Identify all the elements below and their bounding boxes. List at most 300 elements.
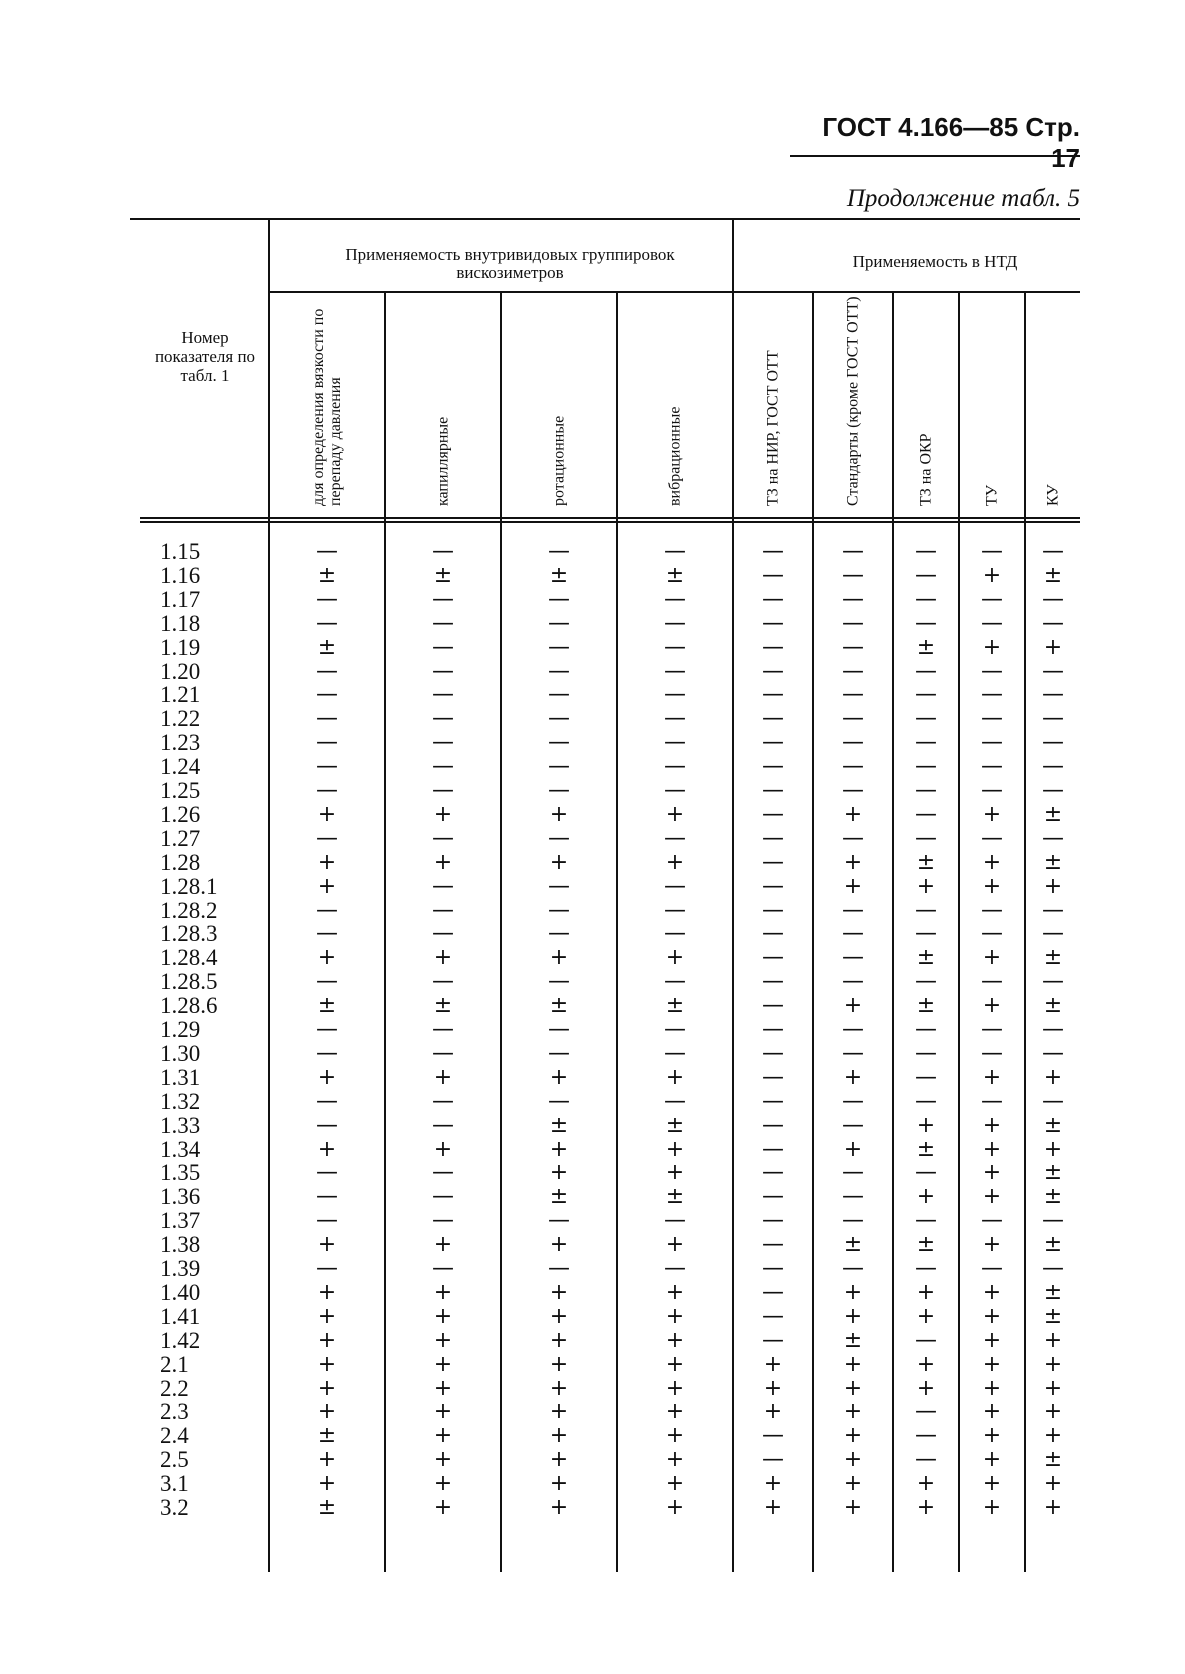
table-cell: —	[664, 658, 686, 684]
table-cell: —	[316, 825, 338, 851]
table-cell: +	[549, 1375, 569, 1401]
table-cell: —	[915, 658, 937, 684]
table-cell: +	[982, 1399, 1002, 1425]
table-cell: +	[549, 1160, 569, 1186]
table-cell: —	[981, 921, 1003, 947]
table-cell: +	[665, 1495, 685, 1520]
row-number: 1.28.4	[160, 945, 218, 971]
table-cell: —	[842, 562, 864, 588]
table-cell: ±	[1043, 945, 1063, 971]
table-cell: —	[1042, 658, 1064, 684]
table-cell: +	[665, 1303, 685, 1329]
table-cell: +	[433, 1375, 453, 1401]
table-cell: —	[1042, 1208, 1064, 1234]
table-cell: ±	[665, 1112, 685, 1138]
row-number: 2.1	[160, 1351, 189, 1377]
table-cell: ±	[1043, 1184, 1063, 1210]
table-cell: —	[981, 682, 1003, 708]
table-cell: —	[762, 1040, 784, 1066]
table-cell: +	[665, 1423, 685, 1449]
table-cell: —	[548, 1208, 570, 1234]
column-header: КУ	[1044, 484, 1062, 506]
table-cell: ±	[549, 993, 569, 1019]
table-cell: ±	[665, 562, 685, 588]
table-cell: —	[664, 682, 686, 708]
table-cell: +	[317, 1399, 337, 1425]
row-number: 1.28.2	[160, 897, 218, 923]
table-cell: —	[664, 778, 686, 803]
table-cell: +	[982, 945, 1002, 971]
table-cell: —	[548, 921, 570, 947]
table-cell: +	[763, 1399, 783, 1425]
table-cell: —	[1042, 897, 1064, 923]
table-cell: —	[548, 778, 570, 803]
table-cell: —	[548, 658, 570, 684]
table-cell: +	[916, 1495, 936, 1520]
table-cell: —	[915, 1040, 937, 1066]
table-cell: —	[316, 969, 338, 995]
table-cell: +	[1043, 1136, 1063, 1162]
table-cell: —	[762, 706, 784, 732]
row-number: 1.25	[160, 778, 201, 803]
table-cell: —	[1042, 730, 1064, 756]
table-cell: —	[432, 778, 454, 803]
group-header-ntd: Применяемость в НТД	[852, 252, 1018, 271]
table-cell: —	[842, 825, 864, 851]
table-cell: —	[548, 1256, 570, 1281]
table-cell: +	[433, 849, 453, 875]
table-cell: —	[664, 1208, 686, 1234]
row-number: 3.2	[160, 1495, 189, 1520]
table-cell: —	[548, 730, 570, 756]
table-cell: ±	[916, 1136, 936, 1162]
table-cell: —	[432, 682, 454, 708]
table-cell: —	[316, 1160, 338, 1186]
table-cell: +	[843, 1375, 863, 1401]
table-cell: —	[915, 1064, 937, 1090]
table-cell: ±	[549, 562, 569, 588]
table-cell: +	[549, 849, 569, 875]
table-cell: —	[762, 658, 784, 684]
table-cell: —	[316, 586, 338, 612]
table-cell: +	[982, 1160, 1002, 1186]
table-cell: +	[843, 1136, 863, 1162]
table-cell: +	[1043, 1495, 1063, 1520]
table-cell: —	[842, 730, 864, 756]
column-border	[958, 293, 960, 1572]
table-cell: —	[981, 754, 1003, 780]
row-number: 1.37	[160, 1208, 201, 1234]
table-cell: ±	[433, 993, 453, 1019]
table-cell: —	[915, 1088, 937, 1114]
table-cell: ±	[1043, 1279, 1063, 1305]
table-cell: +	[916, 1112, 936, 1138]
table-cell: +	[1043, 634, 1063, 660]
table-cell: —	[1042, 969, 1064, 995]
table-cell: +	[549, 1064, 569, 1090]
table-cell: +	[916, 1351, 936, 1377]
table-cell: —	[842, 706, 864, 732]
table-cell: +	[982, 1471, 1002, 1497]
table-cell: —	[762, 1184, 784, 1210]
table-cell: —	[842, 586, 864, 612]
table-cell: —	[842, 921, 864, 947]
table-cell: +	[665, 1471, 685, 1497]
table-cell: —	[842, 969, 864, 995]
table-cell: —	[664, 586, 686, 612]
table-cell: —	[762, 562, 784, 588]
table-cell: +	[665, 1279, 685, 1305]
table-cell: —	[548, 1088, 570, 1114]
row-number: 2.2	[160, 1375, 189, 1401]
table-cell: +	[982, 1351, 1002, 1377]
table-cell: —	[762, 1136, 784, 1162]
table-cell: +	[549, 1351, 569, 1377]
table-cell: —	[1042, 1040, 1064, 1066]
column-border	[616, 293, 618, 1572]
table-cell: —	[981, 730, 1003, 756]
row-number: 1.42	[160, 1327, 201, 1353]
table-cell: —	[762, 1088, 784, 1114]
table-cell: —	[1042, 706, 1064, 732]
row-number: 1.23	[160, 730, 201, 756]
table-cell: —	[316, 897, 338, 923]
table-cell: +	[317, 1375, 337, 1401]
table-cell: —	[762, 778, 784, 803]
table-cell: +	[982, 873, 1002, 899]
table-cell: +	[843, 1399, 863, 1425]
table-cell: +	[1043, 1399, 1063, 1425]
table-cell: —	[762, 1017, 784, 1042]
table-cell: —	[762, 586, 784, 612]
table-cell: +	[665, 1375, 685, 1401]
table-cell: —	[548, 754, 570, 780]
table-cell: —	[1042, 921, 1064, 947]
table-cell: +	[665, 1136, 685, 1162]
table-cell: —	[432, 1160, 454, 1186]
table-cell: +	[763, 1495, 783, 1520]
table-cell: +	[982, 1232, 1002, 1258]
table-cell: +	[665, 849, 685, 875]
table-cell: —	[762, 897, 784, 923]
table-cell: ±	[665, 993, 685, 1019]
table-cell: +	[317, 1136, 337, 1162]
table-cell: —	[915, 1160, 937, 1186]
table-cell: —	[762, 682, 784, 708]
table-cell: —	[548, 969, 570, 995]
table-cell: —	[664, 897, 686, 923]
row-number: 1.18	[160, 610, 201, 636]
table-cell: —	[1042, 1017, 1064, 1042]
table-cell: —	[762, 849, 784, 875]
table-cell: +	[982, 1064, 1002, 1090]
table-cell: +	[549, 1279, 569, 1305]
table-cell: —	[915, 562, 937, 588]
table-cell: —	[1042, 825, 1064, 851]
table-cell: +	[1043, 1351, 1063, 1377]
table-cell: —	[664, 921, 686, 947]
table-cell: +	[982, 1375, 1002, 1401]
table-cell: —	[432, 1088, 454, 1114]
table-cell: —	[842, 778, 864, 803]
table-cell: —	[915, 1256, 937, 1281]
table-cell: —	[762, 825, 784, 851]
table-cell: —	[915, 825, 937, 851]
table-cell: —	[915, 610, 937, 636]
row-number: 1.19	[160, 634, 201, 660]
table-cell: —	[762, 873, 784, 899]
table-cell: —	[842, 682, 864, 708]
table-cell: +	[843, 1495, 863, 1520]
table-cell: —	[664, 825, 686, 851]
table-cell: —	[316, 1017, 338, 1042]
table-cell: +	[317, 873, 337, 899]
column-header: ротационные	[550, 415, 568, 506]
table-cell: —	[432, 610, 454, 636]
table-cell: +	[433, 1327, 453, 1353]
table-cell: ±	[1043, 1303, 1063, 1329]
table-cell: +	[982, 1112, 1002, 1138]
table-cell: —	[432, 1017, 454, 1042]
table-cell: —	[316, 730, 338, 756]
table-cell: +	[982, 562, 1002, 588]
table-cell: —	[664, 610, 686, 636]
table-cell: +	[665, 1232, 685, 1258]
table-cell: —	[915, 682, 937, 708]
header-bottom-rule-2	[140, 521, 1080, 523]
table-cell: +	[433, 1471, 453, 1497]
table-cell: —	[316, 1040, 338, 1066]
table-cell: ±	[317, 993, 337, 1019]
table-cell: +	[317, 849, 337, 875]
table-cell: —	[981, 969, 1003, 995]
table-cell: —	[664, 634, 686, 660]
row-number: 1.17	[160, 586, 201, 612]
table-cell: +	[317, 1327, 337, 1353]
table-cell: —	[981, 539, 1003, 564]
table-cell: ±	[317, 634, 337, 660]
table-cell: +	[549, 1423, 569, 1449]
table-cell: —	[842, 1112, 864, 1138]
table-cell: +	[982, 1447, 1002, 1473]
table-cell: —	[762, 969, 784, 995]
table-cell: ±	[433, 562, 453, 588]
table-cell: +	[763, 1375, 783, 1401]
table-cell: +	[433, 1447, 453, 1473]
table-cell: +	[549, 801, 569, 827]
row-number: 1.15	[160, 539, 201, 564]
table-cell: —	[316, 1088, 338, 1114]
column-border	[892, 293, 894, 1572]
table-cell: +	[433, 801, 453, 827]
table-cell: —	[316, 754, 338, 780]
table-cell: —	[432, 969, 454, 995]
table-cell: —	[432, 1040, 454, 1066]
table-cell: —	[842, 1208, 864, 1234]
table-cell: —	[1042, 1256, 1064, 1281]
table-cell: —	[664, 754, 686, 780]
table-cell: —	[548, 586, 570, 612]
table-cell: ±	[1043, 993, 1063, 1019]
table-cell: —	[842, 1184, 864, 1210]
table-cell: —	[915, 706, 937, 732]
row-number: 1.41	[160, 1303, 201, 1329]
column-border	[812, 293, 814, 1572]
table-cell: —	[915, 1399, 937, 1425]
table-cell: —	[432, 730, 454, 756]
table-cell: —	[762, 945, 784, 971]
table-cell: —	[548, 825, 570, 851]
table-cell: +	[433, 1423, 453, 1449]
table-cell: ±	[916, 945, 936, 971]
table-cell: +	[665, 1351, 685, 1377]
table-cell: ±	[1043, 1112, 1063, 1138]
table-cell: —	[842, 754, 864, 780]
row-number: 1.34	[160, 1136, 201, 1162]
table-cell: —	[915, 1423, 937, 1449]
table-cell: —	[316, 658, 338, 684]
table-cell: —	[762, 1232, 784, 1258]
table-cell: —	[915, 539, 937, 564]
table-cell: —	[842, 610, 864, 636]
table-cell: —	[762, 1423, 784, 1449]
column-border	[500, 293, 502, 1572]
row-number: 1.28.3	[160, 921, 218, 947]
table-cell: +	[982, 1184, 1002, 1210]
table-cell: +	[982, 1279, 1002, 1305]
row-number: 1.32	[160, 1088, 201, 1114]
table-cell: +	[317, 1471, 337, 1497]
table-cell: ±	[1043, 1447, 1063, 1473]
column-header: вибрационные	[666, 406, 684, 506]
table-cell: +	[982, 1303, 1002, 1329]
table-cell: ±	[843, 1327, 863, 1353]
row-number: 1.31	[160, 1064, 201, 1090]
table-cell: +	[982, 993, 1002, 1019]
table-cell: —	[432, 1208, 454, 1234]
table-cell: —	[981, 1256, 1003, 1281]
table-cell: —	[548, 706, 570, 732]
table-cell: +	[317, 1447, 337, 1473]
table-cell: —	[664, 1017, 686, 1042]
table-cell: —	[664, 1040, 686, 1066]
row-number: 1.27	[160, 825, 201, 851]
table-cell: +	[1043, 1423, 1063, 1449]
table-cell: —	[432, 658, 454, 684]
table-cell: +	[549, 1399, 569, 1425]
table-cell: +	[433, 1279, 453, 1305]
table-cell: —	[981, 706, 1003, 732]
table-cell: —	[762, 1447, 784, 1473]
table-cell: —	[981, 778, 1003, 803]
table-cell: —	[762, 1256, 784, 1281]
table-cell: ±	[317, 562, 337, 588]
table-cell: +	[843, 849, 863, 875]
table-cell: +	[1043, 1375, 1063, 1401]
table-cell: +	[843, 1064, 863, 1090]
table-cell: —	[316, 706, 338, 732]
table-cell: +	[433, 1136, 453, 1162]
table-cell: +	[433, 1351, 453, 1377]
column-header: ТЗ на ОКР	[917, 433, 935, 506]
table-cell: +	[1043, 1064, 1063, 1090]
table-cell: +	[1043, 873, 1063, 899]
row-number: 1.28.1	[160, 873, 218, 899]
table-cell: —	[664, 1256, 686, 1281]
table-cell: —	[981, 897, 1003, 923]
table-cell: —	[842, 1160, 864, 1186]
row-number: 2.5	[160, 1447, 189, 1473]
table-cell: —	[915, 1447, 937, 1473]
table-cell: +	[665, 1327, 685, 1353]
table-cell: —	[316, 1208, 338, 1234]
table-cell: —	[762, 610, 784, 636]
table-cell: +	[916, 1279, 936, 1305]
table-cell: —	[981, 1017, 1003, 1042]
column-header: капиллярные	[434, 416, 452, 506]
table-cell: —	[842, 634, 864, 660]
table-cell: ±	[1043, 801, 1063, 827]
table-cell: —	[316, 921, 338, 947]
table-cell: —	[432, 539, 454, 564]
table-cell: +	[982, 1423, 1002, 1449]
table-cell: —	[915, 586, 937, 612]
table-cell: —	[915, 921, 937, 947]
table-cell: —	[842, 539, 864, 564]
table-cell: +	[1043, 1327, 1063, 1353]
table-cell: +	[665, 1160, 685, 1186]
row-number: 1.35	[160, 1160, 201, 1186]
table-cell: +	[433, 1495, 453, 1520]
table-cell: +	[843, 1447, 863, 1473]
table-cell: +	[763, 1471, 783, 1497]
table-top-rule	[130, 218, 1080, 220]
row-number-header: Номер показателя по табл. 1	[154, 328, 256, 385]
table-cell: ±	[1043, 849, 1063, 875]
table-cell: —	[915, 754, 937, 780]
table-cell: —	[762, 1327, 784, 1353]
table-cell: —	[1042, 682, 1064, 708]
table-cell: ±	[317, 1495, 337, 1520]
table-cell: +	[549, 1471, 569, 1497]
table-cell: —	[432, 706, 454, 732]
column-header: ТЗ на НИР, ГОСТ ОТТ	[764, 350, 782, 506]
table-cell: —	[915, 1327, 937, 1353]
table-cell: —	[1042, 1088, 1064, 1114]
table-cell: —	[548, 1017, 570, 1042]
table-cell: —	[981, 1040, 1003, 1066]
row-number: 2.4	[160, 1423, 189, 1449]
table-cell: —	[762, 1208, 784, 1234]
column-border	[384, 293, 386, 1572]
column-header: ТУ	[983, 484, 1001, 506]
table-cell: ±	[549, 1112, 569, 1138]
table-cell: —	[762, 1303, 784, 1329]
table-cell: +	[982, 849, 1002, 875]
table-cell: —	[316, 539, 338, 564]
table-cell: ±	[549, 1184, 569, 1210]
table-cell: —	[548, 1040, 570, 1066]
table-cell: —	[548, 610, 570, 636]
table-cell: ±	[1043, 1160, 1063, 1186]
row-number: 1.16	[160, 562, 201, 588]
table-cell: —	[842, 897, 864, 923]
table-cell: +	[549, 1447, 569, 1473]
table-cell: —	[1042, 539, 1064, 564]
table-cell: +	[665, 801, 685, 827]
table-cell: —	[762, 1279, 784, 1305]
table-cell: —	[432, 1112, 454, 1138]
